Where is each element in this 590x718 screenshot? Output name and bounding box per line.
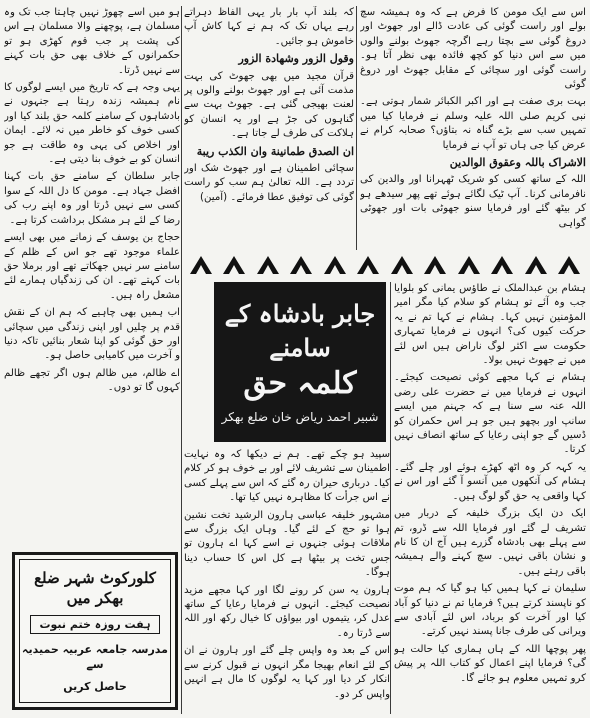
- closing-quote: اے ظالم، میں ظالم ہوں اگر تجھے ظالم کہوں گا تو دوں۔: [4, 367, 180, 394]
- ornament-icon: [357, 256, 379, 274]
- article-mid-top: [184, 6, 354, 250]
- paragraph: ہو میں اسے چھوڑ نہیں چاہتا جب تک وہ مسلمان ہے، پوچھنے والا مسلمان ہے اس کی پشت پر جب قوم کھڑی ہو تو حکمرانوں کے خلاف بھی حق بات کہنے سے نہیں ڈرتا۔: [4, 7, 180, 76]
- paragraph: قرآن مجید میں بھی جھوٹ کی بہت مذمت آئی ہے اور جھوٹ بولنے والوں پر لعنت بھیجی گئی ہے۔ جھوٹ بہت سے گناہوں کی جڑ ہے اور یہ انسان کو ہلاکت کی طرف لے جاتا ہے۔: [184, 70, 354, 140]
- paragraph: کہ بلند آپ بار بار یہی الفاظ دہراتے رہے یہاں تک کہ ہم نے کہا کاش آپ خاموش ہو جائیں۔: [184, 7, 354, 47]
- feature-title-line1: جابر بادشاہ کے سامنے: [224, 299, 376, 362]
- ornament-icon: [290, 256, 312, 274]
- ornament-icon: [558, 256, 580, 274]
- paragraph: یہی وجہ ہے کہ تاریخ میں ایسے لوگوں کا نام ہمیشہ زندہ رہتا ہے جنہوں نے بادشاہوں کے سامنے کلمہ حق بلند کیا اور کسی خوف کو خاطر میں نہ لائے۔ ایمان اور اخلاص کی یہی وہ طاقت ہے جو انسان کو بے خوف بنا دیتی ہے۔: [4, 82, 180, 166]
- paragraph: ہارون یہ سن کر رونے لگا اور کہا مجھے مزید نصیحت کیجئے۔ انہوں نے فرمایا رعایا کے ساتھ عدل کر، یتیموں اور بیواؤں کا خیال رکھ اور اللہ سے ڈرتا رہ۔: [184, 584, 390, 639]
- arabic-quote: وقول الزور وشهادة الزور: [238, 52, 354, 66]
- ornament-icon: [324, 256, 346, 274]
- ornament-icon: [257, 256, 279, 274]
- column-divider: [390, 282, 391, 714]
- decorative-divider-band: [184, 252, 586, 278]
- advertisement-inner: [19, 559, 171, 703]
- paragraph: مشہور خلیفہ عباسی ہارون الرشید تخت نشین ہوا تو حج کے لئے گیا۔ وہاں ایک بزرگ سے ملاقات ہوئی جنہوں نے اسے کہا اے ہارون تو جس تخت پر بیٹھا ہے کل اس کا حساب دینا ہوگا۔: [184, 509, 390, 579]
- ad-title: کلورکوٹ شہر ضلع بھکر میں: [34, 568, 156, 607]
- paragraph: حجاج بن یوسف کے زمانے میں بھی ایسے علماء موجود تھے جو اس کے ظلم کے سامنے سر نہیں جھکاتے تھے اور برملا حق بات کہتے تھے۔ ان کی زندگیاں ہمارے لئے مشعل راہ ہیں۔: [4, 232, 180, 301]
- ad-contact-line: مدرسہ جامعہ عربیہ حمیدیہ سے: [22, 642, 168, 671]
- paragraph: سپید ہو چکے تھے۔ ہم نے دیکھا کہ وہ نہایت اطمینان سے تشریف لائے اور بے خوف ہو کر کلام کیا۔ درباری حیران رہ گئے کہ اس سے پہلے کسی نے اس جرأت کا مظاہرہ نہیں کیا تھا۔: [184, 449, 390, 504]
- ornament-icon: [525, 256, 547, 274]
- feature-byline: شبیر احمد ریاض خان ضلع بھکر: [221, 410, 379, 424]
- ornament-icon: [458, 256, 480, 274]
- article-right-top: [360, 6, 586, 250]
- ornament-icon: [223, 256, 245, 274]
- ad-contact-line: حاصل کریں: [63, 680, 127, 694]
- article-mid-bottom: [184, 448, 390, 714]
- paragraph: اب ہمیں بھی چاہیے کہ ہم ان کے نقش قدم پر چلیں اور اپنی زندگی میں سچائی اور حق گوئی کو اپنا شعار بنائیں تاکہ دنیا و آخرت میں کامیابی حاصل ہو۔: [4, 307, 180, 362]
- paragraph: سلیمان نے کہا ہمیں کیا ہو گیا کہ ہم موت کو ناپسند کرتے ہیں؟ فرمایا تم نے دنیا کو آباد کیا اور آخرت کو برباد، اس لئے آبادی سے ویرانی کی طرف جانا پسند نہیں کرتے۔: [394, 583, 586, 638]
- arabic-quote: الاشراک باللہ وعقوق الوالدین: [449, 156, 586, 170]
- paragraph: بہت بری صفت ہے اور اکبر الکبائر شمار ہوتی ہے۔ نبی کریم صلی اللہ علیہ وسلم نے فرمایا کیا میں تمہیں سب سے بڑے گناہ نہ بتاؤں؟ صحابہ کرام نے عرض کیا جی ہاں تو آپ نے فرمایا: [360, 96, 586, 151]
- paragraph: اس کے بعد وہ واپس چلے گئے اور ہارون نے ان کے لئے انعام بھیجا مگر انہوں نے قبول کرنے سے انکار کر دیا اور کہا یہ لوگوں کا مال ہے انہیں واپس کر دو۔: [184, 645, 390, 700]
- feature-title-box: [214, 282, 386, 442]
- article-left: [4, 6, 180, 546]
- advertisement-box: [12, 552, 178, 710]
- column-divider: [181, 6, 182, 714]
- ornament-icon: [491, 256, 513, 274]
- column-divider: [356, 6, 357, 250]
- ornament-icon: [424, 256, 446, 274]
- ornament-icon: [190, 256, 212, 274]
- arabic-quote: ان الصدق طمانينة وان الكذب ريبة: [196, 144, 354, 158]
- paragraph: اللہ کے ساتھ کسی کو شریک ٹھہرانا اور والدین کی نافرمانی کرنا۔ آپ ٹیک لگائے ہوئے تھے پھر سیدھے ہو کر بیٹھ گئے اور فرمایا سنو جھوٹی بات اور جھوٹی گواہی: [360, 174, 586, 229]
- paragraph: پھر پوچھا اللہ کے ہاں ہماری کیا حالت ہو گی؟ فرمایا اپنے اعمال کو کتاب اللہ پر پیش کرو تمہیں معلوم ہو جائے گا۔: [394, 643, 586, 684]
- paragraph: سچائی اطمینان ہے اور جھوٹ شک اور تردد ہے۔ اللہ تعالیٰ ہم سب کو راست گوئی کی توفیق عطا فرمائے۔ (آمین): [184, 163, 354, 203]
- paragraph: یہ کہہ کر وہ اٹھ کھڑے ہوئے اور چلے گئے۔ ہشام کی آنکھوں میں آنسو آ گئے اور اس نے کہا واقعی یہ حق گو لوگ ہیں۔: [394, 461, 586, 502]
- feature-title-line2: کلمہ حق: [243, 366, 357, 401]
- paragraph: ایک دن ایک بزرگ خلیفہ کے دربار میں تشریف لے گئے اور فرمایا اللہ سے ڈرو، تم سے پہلے بھی بادشاہ گزرے ہیں آج ان کا نام و نشان باقی نہیں۔ سچ کہنے والے ہمیشہ باقی رہتے ہیں۔: [394, 508, 586, 577]
- paragraph: اس سے ایک مومن کا فرض ہے کہ وہ ہمیشہ سچ بولے اور راست گوئی کی عادت ڈالے اور جھوٹ اور دروغ گوئی سے بچتا رہے اگرچہ جھوٹ بولنے والوں میں سے اس دنیا کو کچھ فائدہ بھی نظر آتا ہو۔ راست گوئی اور سچائی کے مقابل جھوٹ اور دروغ گوئی: [360, 7, 586, 91]
- paragraph: ہشام نے کہا مجھے کوئی نصیحت کیجئے۔ انہوں نے فرمایا میں نے حضرت علی رضی اللہ عنہ سے سنا ہے کہ جہنم میں ایسے سانپ اور بچھو ہیں جو ہر اس حکمران کو ڈسیں گے جو اپنی رعایا کے ساتھ انصاف نہیں کرتا۔: [394, 372, 586, 456]
- article-right-bottom: [394, 282, 586, 714]
- ornament-icon: [391, 256, 413, 274]
- paragraph: ہشام بن عبدالملک نے طاؤس یمانی کو بلوایا جب وہ آئے تو ہشام کو سلام کیا مگر امیر المؤمنین نہیں کہا۔ ہشام نے کہا تم نے یہ حرکت کیوں کی؟ انہوں نے فرمایا تمہاری حکومت سے اکثر لوگ ناراض ہیں اس لئے میں نے جھوٹ نہیں بولا۔: [394, 283, 586, 367]
- paragraph: جابر سلطان کے سامنے حق بات کہنا افضل جہاد ہے۔ مومن کا دل اللہ کے سوا کسی سے نہیں ڈرتا اور وہ اپنے رب کی رضا کے لئے ہر مشکل برداشت کرتا ہے۔: [4, 171, 180, 226]
- ad-subtitle: ہفت روزہ ختم نبوت: [30, 615, 159, 634]
